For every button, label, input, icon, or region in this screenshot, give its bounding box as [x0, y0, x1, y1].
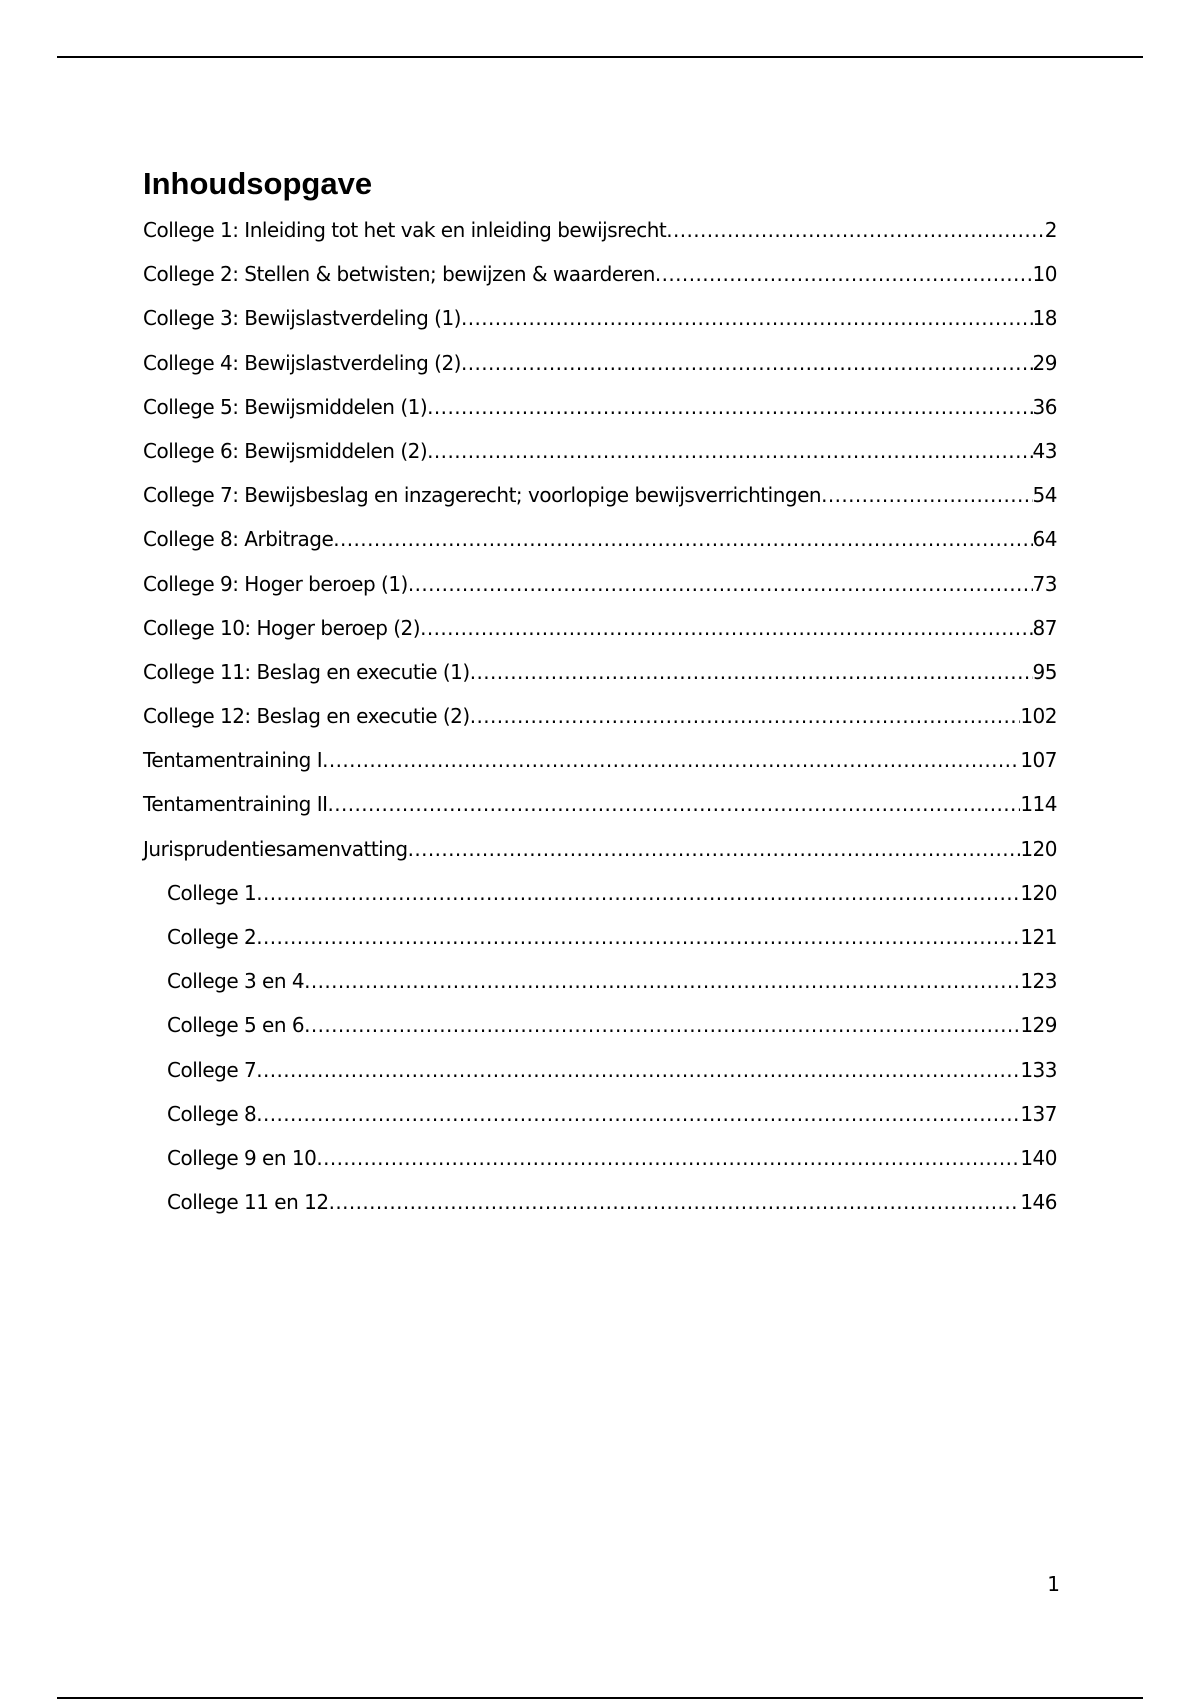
toc-entry-page: 133	[1020, 1057, 1057, 1082]
toc-entry-page: 120	[1020, 836, 1057, 861]
toc-entry-page: 129	[1020, 1013, 1057, 1038]
toc-entry-page: 102	[1020, 704, 1057, 729]
toc-dot-leader	[256, 925, 1020, 949]
toc-entry-title: College 5: Bewijsmiddelen (1)	[143, 394, 428, 419]
toc-dot-leader	[470, 704, 1021, 728]
toc-entry-page: 107	[1020, 748, 1057, 773]
toc-entry-title: College 10: Hoger beroep (2)	[143, 615, 421, 640]
toc-entry-title: College 2: Stellen & betwisten; bewijzen & waarderen	[143, 262, 655, 287]
toc-dot-leader	[328, 792, 1021, 816]
toc-entry-title: College 8: Arbitrage	[143, 527, 334, 552]
toc-entry[interactable]	[143, 1190, 1057, 1234]
toc-entry-title: College 5 en 6	[167, 1013, 305, 1038]
toc-entry-title: College 7: Bewijsbeslag en inzagerecht; voorlopige bewijsverrichtingen	[143, 483, 822, 508]
toc-entry[interactable]	[143, 306, 1057, 350]
toc-dot-leader	[420, 616, 1032, 640]
toc-entry-page: 146	[1020, 1190, 1057, 1215]
toc-dot-leader	[821, 483, 1032, 507]
footer-rule	[57, 1697, 1143, 1699]
toc-dot-leader	[461, 351, 1033, 375]
toc-entry[interactable]	[143, 218, 1057, 262]
toc-entry-page: 29	[1032, 350, 1057, 375]
toc-dot-leader	[427, 439, 1032, 463]
toc-entry-title: College 7	[167, 1057, 257, 1082]
header-rule	[57, 56, 1143, 58]
toc-entry[interactable]	[143, 527, 1057, 571]
toc-entry[interactable]	[143, 969, 1057, 1013]
toc-entry-page: 10	[1032, 262, 1057, 287]
toc-entry-title: College 2	[167, 925, 257, 949]
toc-entry-title: College 3 en 4	[167, 969, 305, 994]
toc-entry[interactable]	[143, 1146, 1057, 1190]
toc-entry-title: College 8	[167, 1101, 257, 1126]
toc-entry-title: Tentamentraining II	[143, 792, 328, 817]
toc-dot-leader	[427, 395, 1032, 419]
toc-dot-leader	[256, 881, 1020, 905]
toc-dot-leader	[655, 262, 1033, 286]
table-of-contents	[143, 218, 1057, 1234]
toc-entry-page: 123	[1020, 969, 1057, 994]
toc-entry-page: 43	[1032, 438, 1057, 463]
toc-entry-page: 18	[1032, 306, 1057, 331]
toc-entry-page: 87	[1032, 615, 1057, 640]
toc-entry[interactable]	[143, 483, 1057, 527]
toc-heading: Inhoudsopgave	[143, 166, 373, 201]
toc-entry[interactable]	[143, 881, 1057, 925]
toc-entry-page: 140	[1020, 1145, 1057, 1170]
toc-entry-title: Jurisprudentiesamenvatting	[143, 836, 408, 861]
toc-entry-title: College 9 en 10	[167, 1145, 317, 1170]
toc-entry[interactable]	[143, 925, 1057, 969]
toc-entry[interactable]	[143, 616, 1057, 660]
toc-dot-leader	[408, 572, 1033, 596]
toc-entry[interactable]	[143, 837, 1057, 881]
toc-dot-leader	[256, 1102, 1020, 1126]
toc-entry[interactable]	[143, 1102, 1057, 1146]
toc-entry-title: College 11 en 12	[167, 1190, 329, 1215]
toc-dot-leader	[461, 306, 1033, 330]
toc-entry-page: 64	[1032, 527, 1057, 552]
toc-entry-title: College 6: Bewijsmiddelen (2)	[143, 438, 428, 463]
toc-entry-title: College 1: Inleiding tot het vak en inleiding bewijsrecht	[143, 218, 667, 242]
toc-entry[interactable]	[143, 572, 1057, 616]
toc-entry[interactable]	[143, 439, 1057, 483]
toc-entry[interactable]	[143, 704, 1057, 748]
toc-entry-title: College 4: Bewijslastverdeling (2)	[143, 350, 461, 375]
toc-entry-page: 120	[1020, 880, 1057, 905]
toc-dot-leader	[470, 660, 1033, 684]
toc-entry-page: 137	[1020, 1101, 1057, 1126]
toc-dot-leader	[329, 1190, 1021, 1214]
toc-entry-page: 95	[1032, 659, 1057, 684]
toc-dot-leader	[304, 1013, 1020, 1037]
toc-entry[interactable]	[143, 1058, 1057, 1102]
toc-entry[interactable]	[143, 262, 1057, 306]
toc-entry-title: College 1	[167, 880, 257, 905]
toc-entry-page: 73	[1032, 571, 1057, 596]
toc-entry-title: Tentamentraining I	[143, 748, 323, 773]
toc-entry[interactable]	[143, 660, 1057, 704]
toc-dot-leader	[666, 218, 1045, 242]
toc-entry[interactable]	[143, 351, 1057, 395]
toc-dot-leader	[322, 748, 1020, 772]
toc-entry[interactable]	[143, 792, 1057, 836]
toc-dot-leader	[316, 1146, 1020, 1170]
toc-entry-title: College 12: Beslag en executie (2)	[143, 704, 470, 729]
toc-dot-leader	[256, 1058, 1020, 1082]
toc-entry-page: 36	[1032, 394, 1057, 419]
toc-entry-page: 114	[1020, 792, 1057, 817]
toc-entry-title: College 9: Hoger beroep (1)	[143, 571, 408, 596]
toc-entry-title: College 3: Bewijslastverdeling (1)	[143, 306, 461, 331]
toc-entry-page: 121	[1020, 925, 1057, 949]
toc-dot-leader	[333, 527, 1032, 551]
toc-entry-page: 54	[1032, 483, 1057, 508]
toc-entry[interactable]	[143, 748, 1057, 792]
toc-entry[interactable]	[143, 1013, 1057, 1057]
toc-entry[interactable]	[143, 395, 1057, 439]
toc-dot-leader	[304, 969, 1020, 993]
toc-entry-title: College 11: Beslag en executie (1)	[143, 659, 470, 684]
toc-dot-leader	[408, 837, 1021, 861]
page-number: 1	[1047, 1572, 1060, 1596]
toc-entry-page: 2	[1044, 218, 1057, 242]
